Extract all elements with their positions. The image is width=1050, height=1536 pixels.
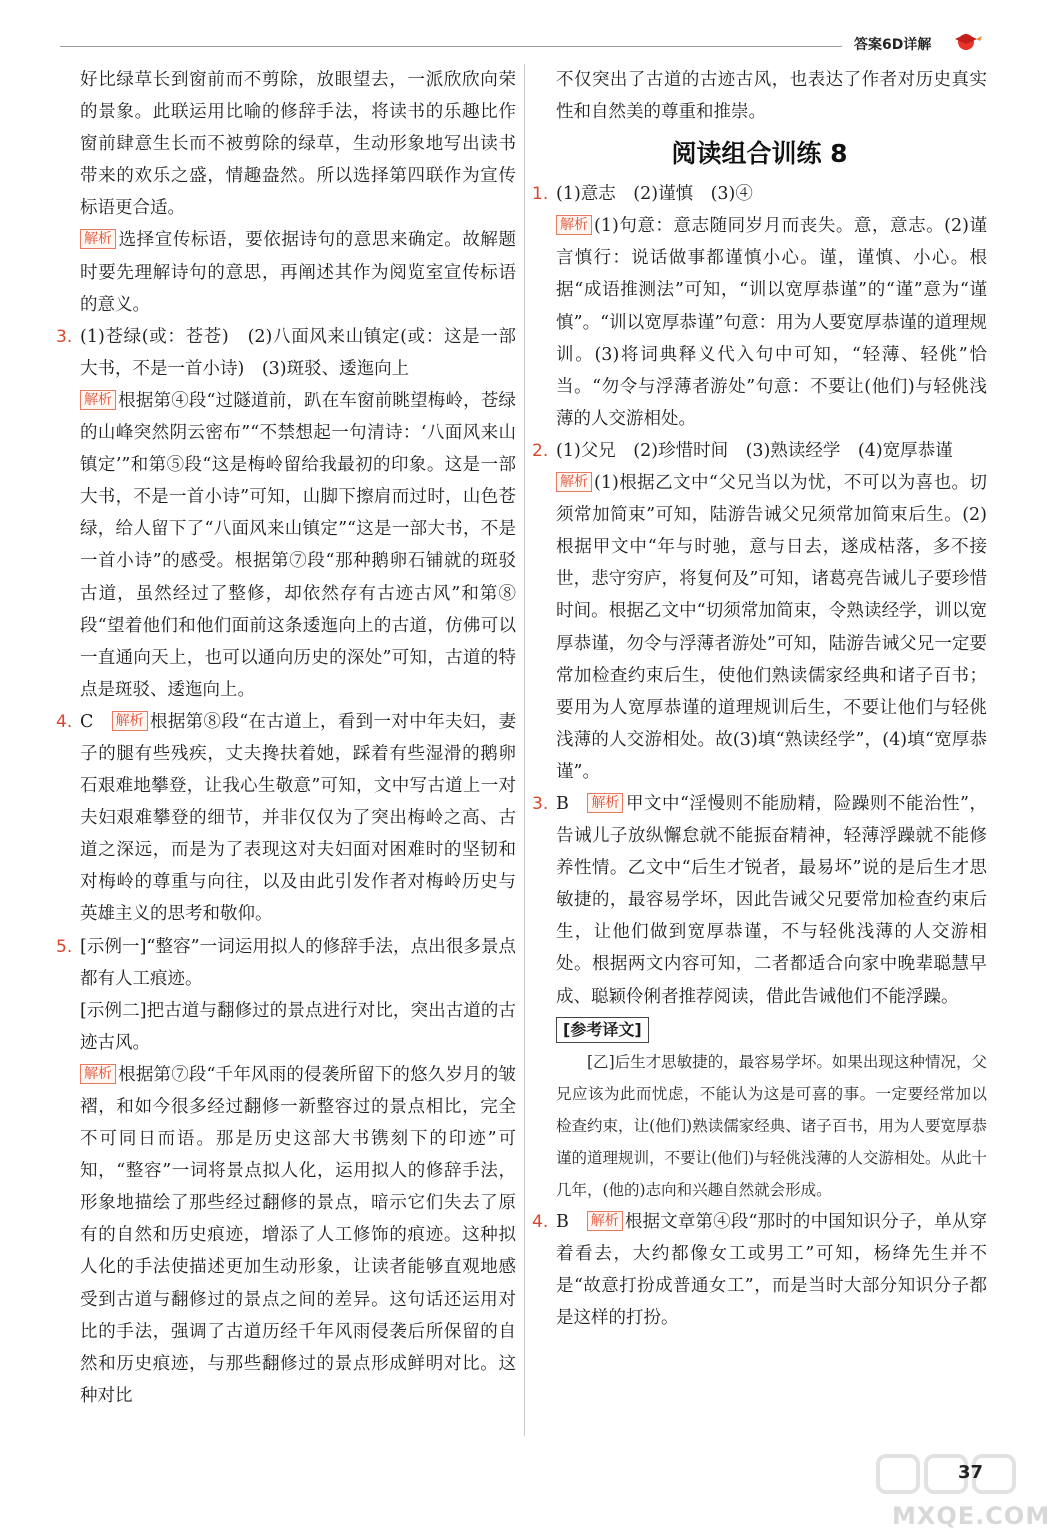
question-5 xyxy=(56,931,516,995)
question-3-explanation xyxy=(56,385,516,706)
right-continuation: 不仅突出了古道的古迹古风，也表达了作者对历史真实性和自然美的尊重和推崇。 xyxy=(556,70,987,123)
analysis-tag: 解析 xyxy=(80,229,116,249)
question-3 xyxy=(56,321,516,385)
explanation-text: 根据第⑧段“在古道上，看到一对中年夫妇，妻子的腿有些残疾，丈夫搀扶着她，踩着有些湿滑的鹅卵石艰难地攀登，让我心生敬意”可知，文中写古道上一对夫妇艰难攀登的细节，并非仅仅为了突出梅岭之高、古道之深远，而是为了表现这对夫妇面对困难时的坚韧和对梅岭的尊重与向往，以及由此引发作者对梅岭历史与英雄主义的思考和敬仰。 xyxy=(80,711,517,925)
question-4 xyxy=(56,706,516,931)
answer-choice: C xyxy=(80,711,94,732)
question-1-explanation xyxy=(532,210,987,435)
explanation-text: (1)句意：意志随同岁月而丧失。意，意志。(2)谨言慎行：说话做事都谨慎小心。谨，谨慎、小心。根据“成语推测法”可知，“训以宽厚恭谨”的“谨”意为“谨慎”。“训以宽厚恭谨”句意：用为人要宽厚恭谨的道理规训。(3)将词典释义代入句中可知，“轻薄、轻佻”恰当。“勿令与浮薄者游处”句意：不要让(他们)与轻佻浅薄的人交游相处。 xyxy=(556,216,987,429)
answer-choice: B xyxy=(556,1212,569,1233)
question-number: 1. xyxy=(532,184,549,205)
explanation-text: 甲文中“淫慢则不能励精，险躁则不能治性”，告诫儿子放纵懈怠就不能振奋精神，轻薄浮躁就不能修养性情。乙文中“后生才锐者，最易坏”说的是后生才思敏捷的，最容易学坏，因此告诫父兄要常加检查约束后生，让他们做到宽厚恭谨，不与轻佻浅薄的人交游相处。根据两文内容可知，二者都适合向家中晚辈聪慧早成、聪颖伶俐者推荐阅读，借此告诫他们不能浮躁。 xyxy=(556,793,987,1007)
question-number: 4. xyxy=(56,711,73,732)
left-paragraph-1: 好比绿草长到窗前而不剪除，放眼望去，一派欣欣向荣的景象。此联运用比喻的修辞手法，将读书的乐趣比作窗前肆意生长而不被剪除的绿草，生动形象地写出读书带来的欢乐之盛，情趣盎然。所以选择第四联作为宣传标语更合适。 xyxy=(80,70,516,219)
explanation-text: 选择宣传标语，要依据诗句的意思来确定。故解题时要先理解诗句的意思，再阐述其作为阅览室宣传标语的意义。 xyxy=(80,230,516,315)
page-number: 37 xyxy=(958,1462,984,1483)
question-number: 2. xyxy=(532,440,549,461)
answer-text: (1)苍绿(或：苍苍) (2)八面风来山镇定(或：这是一部大书，不是一首小诗) (3)斑驳、逶迤向上 xyxy=(80,326,516,379)
right-column xyxy=(532,64,987,1335)
example-1: [示例一]“整容”一词运用拟人的修辞手法，点出很多景点都有人工痕迹。 xyxy=(80,936,516,989)
question-5-example-2: [示例二]把古道与翻修过的景点进行对比，突出古道的古迹古风。 xyxy=(80,1000,516,1053)
explanation-text: (1)根据乙文中“父兄当以为忧，不可以为喜也。切须常加简束”可知，陆游告诫父兄须常加简束后生。(2)根据甲文中“年与时驰，意与日去，遂成枯落，多不接世，悲守穷庐，将复何及”可知，诸葛亮告诫儿子要珍惜时间。根据乙文中“切须常加简束，令熟读经学，训以宽厚恭谨，勿令与浮薄者游处”可知，陆游告诫父兄一定要常加检查约束后生，使他们熟读儒家经典和诸子百书；要用为人宽厚恭谨的道理规训后生，不要让他们与轻佻浅薄的人交游相处。故(3)填“熟读经学”，(4)填“宽厚恭谨”。 xyxy=(556,473,987,782)
analysis-tag: 解析 xyxy=(556,215,592,235)
question-1 xyxy=(532,178,987,210)
watermark-text: MXQE.COM xyxy=(892,1502,1050,1530)
question-number: 3. xyxy=(56,326,73,347)
question-number: 4. xyxy=(532,1212,549,1233)
question-4-right xyxy=(532,1206,987,1334)
analysis-tag: 解析 xyxy=(556,472,592,492)
explanation-text: 根据文章第④段“那时的中国知识分子，单从穿着看去，大约都像女工或男工”可知，杨绛先生并不是“故意打扮成普通女工”，而是当时大部分知识分子都是这样的打扮。 xyxy=(556,1212,988,1329)
explanation-text: 根据第④段“过隧道前，趴在车窗前眺望梅岭，苍绿的山峰突然阴云密布”“不禁想起一句清诗：‘八面风来山镇定’”和第⑤段“这是梅岭留给我最初的印象。这是一部大书，不是一首小诗”可知，山脚下擦肩而过时，山色苍绿，给人留下了“八面风来山镇定”“这是一部大书，不是一首小诗”的感受。根据第⑦段“那种鹅卵石铺就的斑驳古道，虽然经过了整修，却依然存有古迹古风”和第⑧段“望着他们和他们面前这条逶迤向上的古道，仿佛可以一直通向天上，也可以通向历史的深处”可知，古道的特点是斑驳、逶迤向上。 xyxy=(80,390,516,700)
left-explanation-2 xyxy=(56,224,516,320)
header-label: 答案6D详解 xyxy=(854,37,932,53)
question-number: 5. xyxy=(56,936,73,957)
answer-choice: B xyxy=(556,793,569,814)
analysis-tag: 解析 xyxy=(80,1064,116,1084)
answer-text: (1)意志 (2)谨慎 (3)④ xyxy=(556,184,753,205)
analysis-tag: 解析 xyxy=(112,711,148,731)
question-2-explanation xyxy=(532,467,987,788)
question-3-right xyxy=(532,788,987,1013)
left-column xyxy=(56,64,516,1412)
answer-text: (1)父兄 (2)珍惜时间 (3)熟读经学 (4)宽厚恭谨 xyxy=(556,440,953,461)
explanation-text: 根据第⑦段“千年风雨的侵袭所留下的悠久岁月的皱褶，和如今很多经过翻修一新整容过的景点相比，完全不可同日而语。那是历史这部大书镌刻下的印迹”可知，“整容”一词将景点拟人化，运用拟人的修辞手法，形象地描绘了那些经过翻修的景点，暗示它们失去了原有的自然和历史痕迹，增添了人工修饰的痕迹。这种拟人化的手法使描述更加生动形象，让读者能够直观地感受到古道与翻修过的景点之间的差异。这句话还运用对比的手法，强调了古道历经千年风雨侵袭后所保留的自然和历史痕迹，与那些翻修过的景点形成鲜明对比。这种对比 xyxy=(80,1064,516,1406)
analysis-tag: 解析 xyxy=(587,793,623,813)
question-5-explanation xyxy=(56,1059,516,1412)
reference-translation: [乙]后生才思敏捷的，最容易学坏。如果出现这种情况，父兄应该为此而忧虑，不能认为这是可喜的事。一定要经常加以检查约束，让(他们)熟读儒家经典、诸子百书，用为人要宽厚恭谨的道理规训，不要让(他们)与轻佻浅薄的人交游相处。从此十几年，(他的)志向和兴趣自然就会形成。 xyxy=(556,1052,987,1200)
question-number: 3. xyxy=(532,793,549,814)
analysis-tag: 解析 xyxy=(80,390,116,410)
section-title: 阅读组合训练 8 xyxy=(671,139,848,169)
column-divider xyxy=(524,64,525,1436)
graduation-cap-icon xyxy=(952,30,984,54)
question-2 xyxy=(532,435,987,467)
header-rule xyxy=(60,46,842,47)
analysis-tag: 解析 xyxy=(587,1211,623,1231)
reference-translation-heading: [参考译文] xyxy=(556,1017,649,1043)
